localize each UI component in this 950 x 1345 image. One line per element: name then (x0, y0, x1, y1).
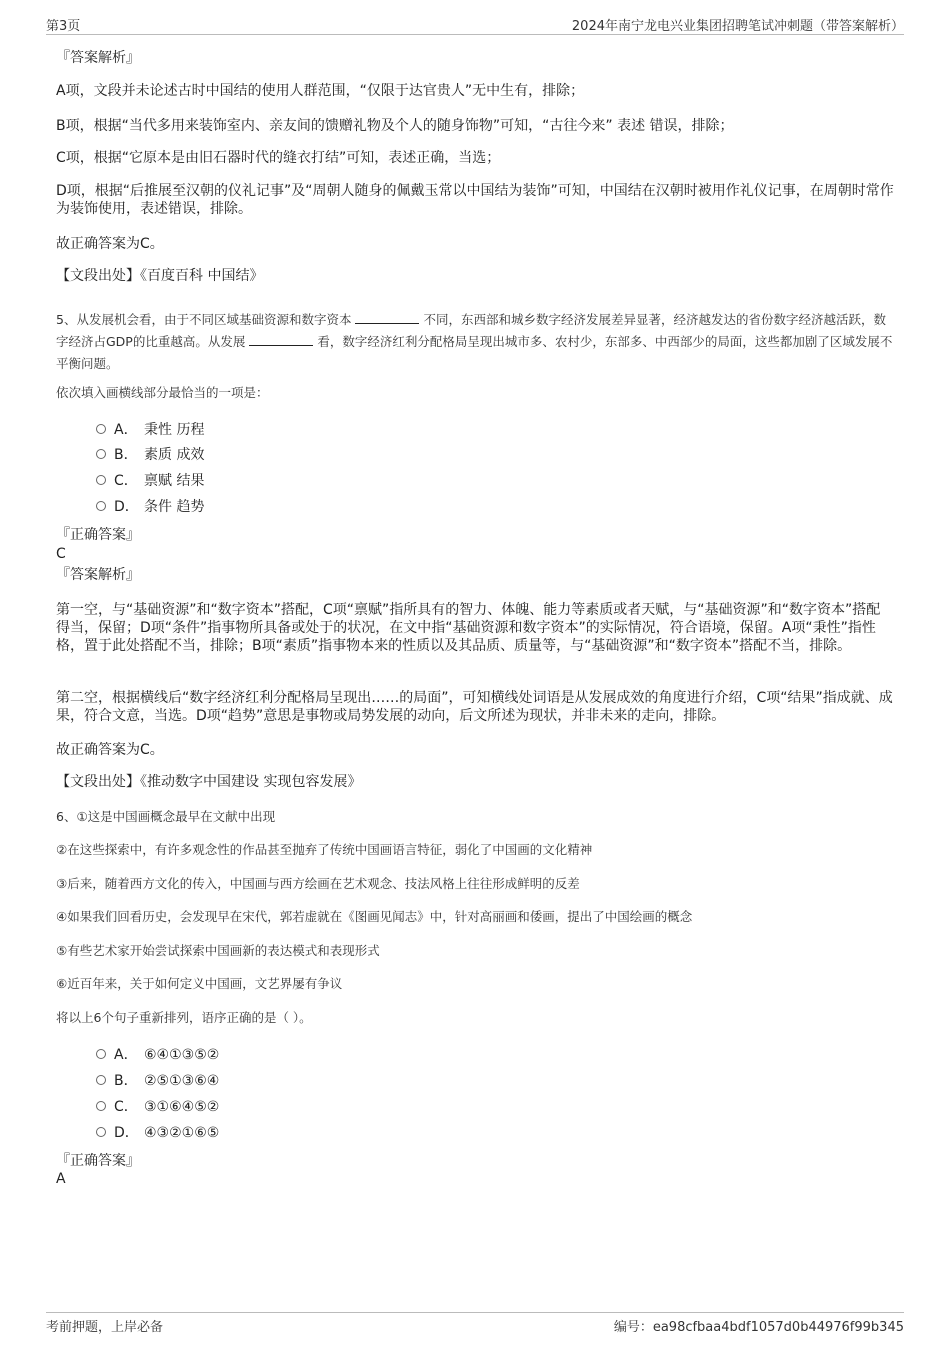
q5-analysis-label: 『答案解析』 (56, 567, 140, 583)
q5-source: 【文段出处】《推动数字中国建设 实现包容发展》 (56, 774, 362, 790)
footer-slogan: 考前押题，上岸必备 (46, 1320, 164, 1335)
q5-option-d[interactable]: D． 条件 趋势 (96, 498, 204, 516)
q4-analysis-a: A项，文段并未论述古时中国结的使用人群范围，“仅限于达官贵人”无中生有，排除； (56, 83, 585, 99)
q5-prompt: 依次填入画横线部分最恰当的一项是： (56, 385, 269, 400)
q6-answer-label: 『正确答案』 (56, 1153, 140, 1169)
q6-sentence-6: ⑥近百年来，关于如何定义中国画，文艺界屡有争议 (56, 976, 343, 991)
q4-analysis-label: 『答案解析』 (56, 50, 140, 66)
q5-conclusion: 故正确答案为C。 (56, 742, 164, 758)
document-id: 编号：ea98cfbaa4bdf1057d0b44976f99b345 (613, 1320, 904, 1335)
q5-analysis-para2: 第二空，根据横线后“数字经济红利分配格局呈现出……的局面”，可知横线处词语是从发展成效的角度进行介绍，C项“结果”指成就、成果，符合文意，当选。D项“趋势”意思是事物或局势发展的动向，后文所述为现状，并非未来的走向，排除。 (56, 690, 893, 724)
q6-option-d[interactable]: D． ④③②①⑥⑤ (96, 1124, 219, 1142)
radio-icon[interactable] (96, 1049, 106, 1059)
radio-icon[interactable] (96, 475, 106, 485)
q6-sentence-1: 6、①这是中国画概念最早在文献中出现 (56, 809, 276, 824)
radio-icon[interactable] (96, 1127, 106, 1137)
q6-option-c[interactable]: C． ③①⑥④⑤② (96, 1098, 219, 1116)
q4-analysis-b: B项，根据“当代多用来装饰室内、亲友间的馈赠礼物及个人的随身饰物”可知，“古往今来” 表述 错误，排除； (56, 118, 734, 134)
q6-sentence-4: ④如果我们回看历史，会发现早在宋代，郭若虚就在《图画见闻志》中，针对高丽画和倭画，提出了中国绘画的概念 (56, 909, 693, 924)
q6-sentence-5: ⑤有些艺术家开始尝试探索中国画新的表达模式和表现形式 (56, 943, 380, 958)
q5-stem-part1: 5、从发展机会看，由于不同区域基础资源和数字资本 (56, 312, 352, 327)
q6-option-a[interactable]: A． ⑥④①③⑤② (96, 1046, 219, 1064)
q4-source: 【文段出处】《百度百科 中国结》 (56, 268, 264, 284)
q5-analysis-para1: 第一空，与“基础资源”和“数字资本”搭配，C项“禀赋”指所具有的智力、体魄、能力等素质或者天赋，与“基础资源”和“数字资本”搭配得当，保留；D项“条件”指事物所具备或处于的状况，在文中指“基础资源和数字资本”的实际情况，符合语境，保留。A项“秉性”指性格，置于此处搭配不当，排除；B项“素质”指事物本来的性质以及其品质、质量等，与“基础资源”和“数字资本”搭配不当，排除。 (56, 602, 881, 654)
q5-option-c[interactable]: C． 禀赋 结果 (96, 472, 204, 490)
document-title: 2024年南宁龙电兴业集团招聘笔试冲刺题（带答案解析） (571, 19, 904, 34)
q6-sentence-2: ②在这些探索中，有许多观念性的作品甚至抛弃了传统中国画语言特征，弱化了中国画的文化精神 (56, 842, 593, 857)
q5-blank-2 (249, 333, 313, 346)
q6-prompt: 将以上6个句子重新排列，语序正确的是（ ）。 (56, 1010, 312, 1025)
q5-answer: C (56, 546, 66, 562)
radio-icon[interactable] (96, 1101, 106, 1111)
q5-stem-part3: 看，数字经济红利分配格局呈现出城市多、农村少，东部多、中西部少的局面，这些都加剧了区域发展不平衡问题。 (56, 334, 893, 371)
radio-icon[interactable] (96, 424, 106, 434)
radio-icon[interactable] (96, 501, 106, 511)
q6-option-b[interactable]: B． ②⑤①③⑥④ (96, 1072, 219, 1090)
q5-blank-1 (355, 311, 419, 324)
page-header (46, 12, 904, 35)
q5-option-b[interactable]: B． 素质 成效 (96, 446, 204, 464)
q6-answer: A (56, 1171, 66, 1187)
q6-sentence-3: ③后来，随着西方文化的传入，中国画与西方绘画在艺术观念、技法风格上往往形成鲜明的反差 (56, 876, 580, 891)
radio-icon[interactable] (96, 1075, 106, 1085)
q5-stem (56, 309, 894, 375)
radio-icon[interactable] (96, 449, 106, 459)
q4-analysis-d: D项，根据“后推展至汉朝的仪礼记事”及“周朝人随身的佩戴玉常以中国结为装饰”可知，中国结在汉朝时被用作礼仪记事，在周朝时常作为装饰使用，表述错误，排除。 (56, 183, 894, 217)
q5-answer-label: 『正确答案』 (56, 527, 140, 543)
q4-conclusion: 故正确答案为C。 (56, 236, 164, 252)
q4-analysis-c: C项，根据“它原本是由旧石器时代的缝衣打结”可知，表述正确，当选； (56, 150, 501, 166)
q5-option-a[interactable]: A． 秉性 历程 (96, 421, 204, 439)
q5-stem-part2: 不同，东西部和城乡数字经济发展差异显著，经济越发达的省份数字经济越活跃，数字经济占GDP的比重越高。从发展 (56, 312, 886, 349)
page-footer (46, 1312, 904, 1335)
page-number: 第3页 (46, 19, 81, 34)
